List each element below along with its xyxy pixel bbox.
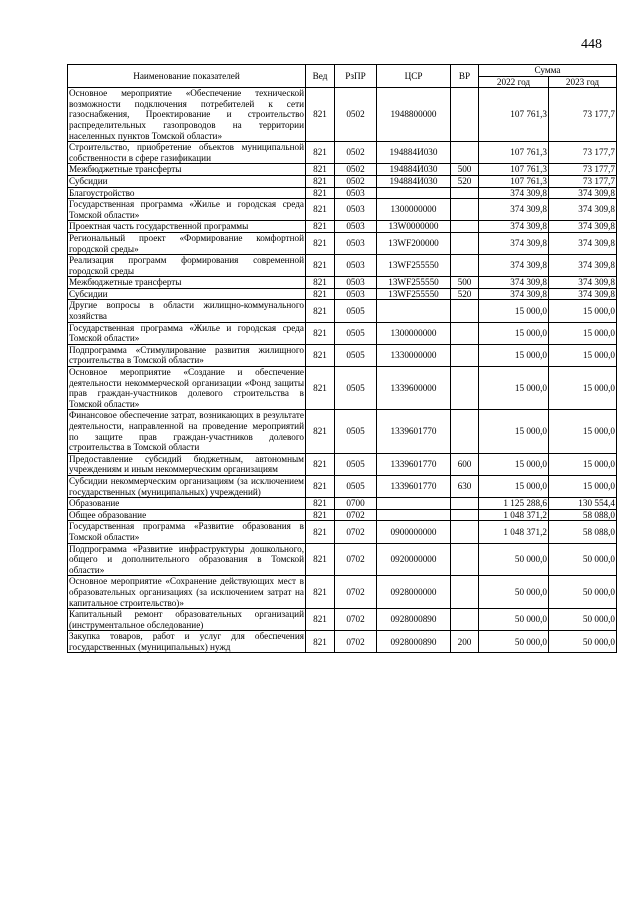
row-sum-2022: 15 000,0 bbox=[479, 410, 549, 453]
row-rzpr: 0505 bbox=[335, 300, 377, 322]
row-name: Образование bbox=[68, 498, 306, 510]
header-name: Наименование показателей bbox=[68, 65, 306, 88]
row-sum-2022: 50 000,0 bbox=[479, 631, 549, 653]
row-sum-2023: 73 177,7 bbox=[549, 88, 617, 142]
table-row bbox=[68, 521, 617, 543]
row-sum-2022: 374 309,8 bbox=[479, 221, 549, 233]
row-sum-2023: 15 000,0 bbox=[549, 410, 617, 453]
row-ved: 821 bbox=[306, 88, 335, 142]
table-row bbox=[68, 277, 617, 289]
row-sum-2023: 73 177,7 bbox=[549, 164, 617, 176]
row-name: Межбюджетные трансферты bbox=[68, 164, 306, 176]
row-vr bbox=[451, 410, 479, 453]
table-row bbox=[68, 164, 617, 176]
row-rzpr: 0505 bbox=[335, 453, 377, 475]
row-name: Государственная программа «Жилье и городская среда Томской области» bbox=[69, 199, 304, 220]
row-ved: 821 bbox=[306, 609, 335, 631]
row-rzpr: 0502 bbox=[335, 164, 377, 176]
row-name: Закупка товаров, работ и услуг для обеспечения государственных (муниципальных) нужд bbox=[69, 631, 304, 652]
row-vr bbox=[451, 232, 479, 254]
row-vr bbox=[451, 498, 479, 510]
table-row bbox=[68, 453, 617, 475]
row-sum-2023: 374 309,8 bbox=[549, 221, 617, 233]
row-sum-2023: 374 309,8 bbox=[549, 232, 617, 254]
budget-table bbox=[67, 64, 617, 653]
row-ved: 821 bbox=[306, 475, 335, 497]
row-name: Основное мероприятие «Создание и обеспечение деятельности некоммерческой организации «Фонд защиты прав граждан-участников долевого строительства в Томской области» bbox=[69, 367, 304, 409]
row-sum-2023: 50 000,0 bbox=[549, 576, 617, 609]
row-vr: 500 bbox=[451, 164, 479, 176]
row-vr bbox=[451, 521, 479, 543]
row-sum-2022: 1 048 371,2 bbox=[479, 521, 549, 543]
row-ved: 821 bbox=[306, 142, 335, 164]
row-rzpr: 0505 bbox=[335, 367, 377, 410]
row-ved: 821 bbox=[306, 410, 335, 453]
row-vr: 520 bbox=[451, 175, 479, 187]
row-vr bbox=[451, 322, 479, 344]
row-sum-2023: 73 177,7 bbox=[549, 175, 617, 187]
row-vr bbox=[451, 344, 479, 366]
row-name: Предоставление субсидий бюджетным, автономным учреждениям и иным некоммерческим организациям bbox=[69, 453, 304, 475]
table-row bbox=[68, 199, 617, 221]
row-rzpr: 0702 bbox=[335, 521, 377, 543]
row-ved: 821 bbox=[306, 453, 335, 475]
row-vr: 500 bbox=[451, 277, 479, 289]
row-sum-2022: 15 000,0 bbox=[479, 475, 549, 497]
row-csr: 0928000890 bbox=[377, 609, 451, 631]
row-name: Строительство, приобретение объектов муниципальной собственности в сфере газификации bbox=[69, 142, 304, 163]
row-sum-2023: 50 000,0 bbox=[549, 609, 617, 631]
row-name: Подпрограмма «Стимулирование развития жилищного строительства в Томской области» bbox=[69, 344, 304, 366]
row-csr: 194884И030 bbox=[377, 142, 451, 164]
row-ved: 821 bbox=[306, 509, 335, 521]
row-vr bbox=[451, 367, 479, 410]
row-sum-2023: 374 309,8 bbox=[549, 187, 617, 199]
row-sum-2022: 50 000,0 bbox=[479, 576, 549, 609]
header-rzpr: РзПР bbox=[335, 65, 377, 88]
row-sum-2022: 107 761,3 bbox=[479, 88, 549, 142]
row-name: Финансовое обеспечение затрат, возникающих в результате деятельности, направленной на проведение мероприятий по защите прав граждан-участников долевого строительства в Томской области bbox=[69, 410, 304, 453]
row-rzpr: 0700 bbox=[335, 498, 377, 510]
row-sum-2022: 374 309,8 bbox=[479, 199, 549, 221]
row-ved: 821 bbox=[306, 187, 335, 199]
row-name: Основное мероприятие «Обеспечение технической возможности подключения потребителей к сети газоснабжения, Проектирование и строительство распределительных газопроводов на территории населенных пунктов Томской области» bbox=[69, 88, 304, 141]
table-row bbox=[68, 175, 617, 187]
header-vr: ВР bbox=[451, 65, 479, 88]
row-name: Государственная программа «Развитие образования в Томской области» bbox=[69, 521, 304, 542]
table-row bbox=[68, 255, 617, 277]
row-csr: 13WF255550 bbox=[377, 288, 451, 300]
row-rzpr: 0502 bbox=[335, 88, 377, 142]
table-row bbox=[68, 88, 617, 142]
row-ved: 821 bbox=[306, 498, 335, 510]
header-ved: Вед bbox=[306, 65, 335, 88]
row-csr: 1300000000 bbox=[377, 199, 451, 221]
header-sum: Сумма bbox=[479, 65, 617, 77]
table-row bbox=[68, 142, 617, 164]
row-vr: 630 bbox=[451, 475, 479, 497]
row-sum-2022: 374 309,8 bbox=[479, 187, 549, 199]
row-ved: 821 bbox=[306, 322, 335, 344]
row-rzpr: 0503 bbox=[335, 199, 377, 221]
row-csr: 1330000000 bbox=[377, 344, 451, 366]
row-ved: 821 bbox=[306, 232, 335, 254]
row-csr: 1339601770 bbox=[377, 410, 451, 453]
table-header bbox=[68, 65, 617, 88]
row-sum-2023: 15 000,0 bbox=[549, 322, 617, 344]
table-row bbox=[68, 576, 617, 609]
table-row bbox=[68, 187, 617, 199]
row-name: Проектная часть государственной программы bbox=[68, 221, 306, 233]
row-csr: 13W0000000 bbox=[377, 221, 451, 233]
row-rzpr: 0503 bbox=[335, 277, 377, 289]
row-rzpr: 0503 bbox=[335, 288, 377, 300]
row-name: Реализация программ формирования современной городской среды bbox=[69, 255, 304, 276]
row-csr: 13WF255550 bbox=[377, 277, 451, 289]
row-ved: 821 bbox=[306, 288, 335, 300]
table-row bbox=[68, 322, 617, 344]
row-ved: 821 bbox=[306, 631, 335, 653]
table-row bbox=[68, 344, 617, 366]
row-name: Подпрограмма «Развитие инфраструктуры дошкольного, общего и дополнительного образования в Томской области» bbox=[69, 543, 304, 575]
row-name: Капитальный ремонт образовательных организаций (инструментальное обследование) bbox=[69, 609, 304, 630]
row-csr: 13WF200000 bbox=[377, 232, 451, 254]
row-vr bbox=[451, 255, 479, 277]
row-sum-2022: 15 000,0 bbox=[479, 344, 549, 366]
table-row bbox=[68, 475, 617, 497]
row-sum-2022: 107 761,3 bbox=[479, 142, 549, 164]
row-name: Другие вопросы в области жилищно-коммунального хозяйства bbox=[69, 300, 304, 322]
row-sum-2022: 374 309,8 bbox=[479, 288, 549, 300]
row-name: Государственная программа «Жилье и городская среда Томской области» bbox=[69, 322, 304, 344]
row-csr: 1339601770 bbox=[377, 453, 451, 475]
row-ved: 821 bbox=[306, 367, 335, 410]
row-vr bbox=[451, 187, 479, 199]
row-vr bbox=[451, 221, 479, 233]
row-sum-2022: 374 309,8 bbox=[479, 232, 549, 254]
row-vr bbox=[451, 142, 479, 164]
row-sum-2022: 107 761,3 bbox=[479, 175, 549, 187]
row-vr bbox=[451, 300, 479, 322]
row-sum-2023: 15 000,0 bbox=[549, 453, 617, 475]
row-sum-2022: 1 048 371,2 bbox=[479, 509, 549, 521]
row-rzpr: 0503 bbox=[335, 221, 377, 233]
row-name: Основное мероприятие «Сохранение действующих мест в образовательных организациях (за исключением затрат на капитальное строительство)» bbox=[69, 576, 304, 608]
row-rzpr: 0505 bbox=[335, 475, 377, 497]
row-csr: 1948800000 bbox=[377, 88, 451, 142]
row-sum-2023: 15 000,0 bbox=[549, 344, 617, 366]
row-sum-2022: 15 000,0 bbox=[479, 453, 549, 475]
row-ved: 821 bbox=[306, 175, 335, 187]
row-csr: 1339601770 bbox=[377, 475, 451, 497]
row-csr: 0928000890 bbox=[377, 631, 451, 653]
row-sum-2022: 107 761,3 bbox=[479, 164, 549, 176]
row-csr: 0928000000 bbox=[377, 576, 451, 609]
row-sum-2023: 58 088,0 bbox=[549, 509, 617, 521]
row-sum-2022: 374 309,8 bbox=[479, 255, 549, 277]
table-row bbox=[68, 609, 617, 631]
row-name: Межбюджетные трансферты bbox=[68, 277, 306, 289]
table-row bbox=[68, 232, 617, 254]
row-sum-2022: 15 000,0 bbox=[479, 322, 549, 344]
row-sum-2022: 15 000,0 bbox=[479, 367, 549, 410]
row-rzpr: 0502 bbox=[335, 175, 377, 187]
row-rzpr: 0505 bbox=[335, 322, 377, 344]
row-ved: 821 bbox=[306, 255, 335, 277]
row-rzpr: 0702 bbox=[335, 631, 377, 653]
row-sum-2022: 50 000,0 bbox=[479, 543, 549, 576]
table-row bbox=[68, 288, 617, 300]
row-csr: 1339600000 bbox=[377, 367, 451, 410]
row-sum-2022: 15 000,0 bbox=[479, 300, 549, 322]
row-sum-2023: 73 177,7 bbox=[549, 142, 617, 164]
row-rzpr: 0702 bbox=[335, 576, 377, 609]
row-vr bbox=[451, 88, 479, 142]
row-ved: 821 bbox=[306, 277, 335, 289]
header-csr: ЦСР bbox=[377, 65, 451, 88]
table-body bbox=[68, 88, 617, 653]
row-csr bbox=[377, 300, 451, 322]
row-sum-2022: 50 000,0 bbox=[479, 609, 549, 631]
row-rzpr: 0702 bbox=[335, 509, 377, 521]
row-ved: 821 bbox=[306, 576, 335, 609]
row-rzpr: 0503 bbox=[335, 232, 377, 254]
row-rzpr: 0503 bbox=[335, 187, 377, 199]
row-sum-2023: 58 088,0 bbox=[549, 521, 617, 543]
row-sum-2023: 50 000,0 bbox=[549, 543, 617, 576]
row-rzpr: 0505 bbox=[335, 410, 377, 453]
row-vr bbox=[451, 576, 479, 609]
row-rzpr: 0702 bbox=[335, 543, 377, 576]
row-ved: 821 bbox=[306, 199, 335, 221]
header-year-2023: 2023 год bbox=[549, 76, 617, 88]
table-row bbox=[68, 410, 617, 453]
table-row bbox=[68, 509, 617, 521]
header-year-2022: 2022 год bbox=[479, 76, 549, 88]
row-sum-2023: 15 000,0 bbox=[549, 300, 617, 322]
row-vr bbox=[451, 509, 479, 521]
row-csr: 1300000000 bbox=[377, 322, 451, 344]
row-vr bbox=[451, 609, 479, 631]
row-ved: 821 bbox=[306, 221, 335, 233]
row-sum-2022: 1 125 288,6 bbox=[479, 498, 549, 510]
row-sum-2022: 374 309,8 bbox=[479, 277, 549, 289]
row-csr bbox=[377, 498, 451, 510]
row-csr: 0900000000 bbox=[377, 521, 451, 543]
row-sum-2023: 130 554,4 bbox=[549, 498, 617, 510]
table-row bbox=[68, 367, 617, 410]
row-ved: 821 bbox=[306, 344, 335, 366]
row-sum-2023: 15 000,0 bbox=[549, 475, 617, 497]
row-sum-2023: 374 309,8 bbox=[549, 277, 617, 289]
row-csr bbox=[377, 187, 451, 199]
row-ved: 821 bbox=[306, 543, 335, 576]
row-ved: 821 bbox=[306, 164, 335, 176]
row-vr: 520 bbox=[451, 288, 479, 300]
row-rzpr: 0502 bbox=[335, 142, 377, 164]
row-csr: 0920000000 bbox=[377, 543, 451, 576]
row-sum-2023: 15 000,0 bbox=[549, 367, 617, 410]
row-vr: 600 bbox=[451, 453, 479, 475]
row-vr bbox=[451, 543, 479, 576]
page-number: 448 bbox=[581, 37, 602, 52]
row-rzpr: 0503 bbox=[335, 255, 377, 277]
table-row bbox=[68, 221, 617, 233]
row-vr bbox=[451, 199, 479, 221]
row-ved: 821 bbox=[306, 300, 335, 322]
row-csr: 194884И030 bbox=[377, 164, 451, 176]
row-name: Субсидии некоммерческим организациям (за исключением государственных (муниципальных) учреждений) bbox=[69, 475, 304, 497]
row-sum-2023: 374 309,8 bbox=[549, 255, 617, 277]
row-rzpr: 0505 bbox=[335, 344, 377, 366]
row-name: Общее образование bbox=[68, 509, 306, 521]
row-vr: 200 bbox=[451, 631, 479, 653]
row-name: Субсидии bbox=[68, 288, 306, 300]
table-row bbox=[68, 498, 617, 510]
row-name: Благоустройство bbox=[68, 187, 306, 199]
table-row bbox=[68, 543, 617, 576]
row-rzpr: 0702 bbox=[335, 609, 377, 631]
row-sum-2023: 374 309,8 bbox=[549, 288, 617, 300]
row-sum-2023: 50 000,0 bbox=[549, 631, 617, 653]
table-row bbox=[68, 300, 617, 322]
row-name: Региональный проект «Формирование комфортной городской среды» bbox=[69, 232, 304, 254]
row-name: Субсидии bbox=[68, 175, 306, 187]
row-csr: 13WF255550 bbox=[377, 255, 451, 277]
row-ved: 821 bbox=[306, 521, 335, 543]
row-csr bbox=[377, 509, 451, 521]
row-csr: 194884И030 bbox=[377, 175, 451, 187]
row-sum-2023: 374 309,8 bbox=[549, 199, 617, 221]
table-row bbox=[68, 631, 617, 653]
